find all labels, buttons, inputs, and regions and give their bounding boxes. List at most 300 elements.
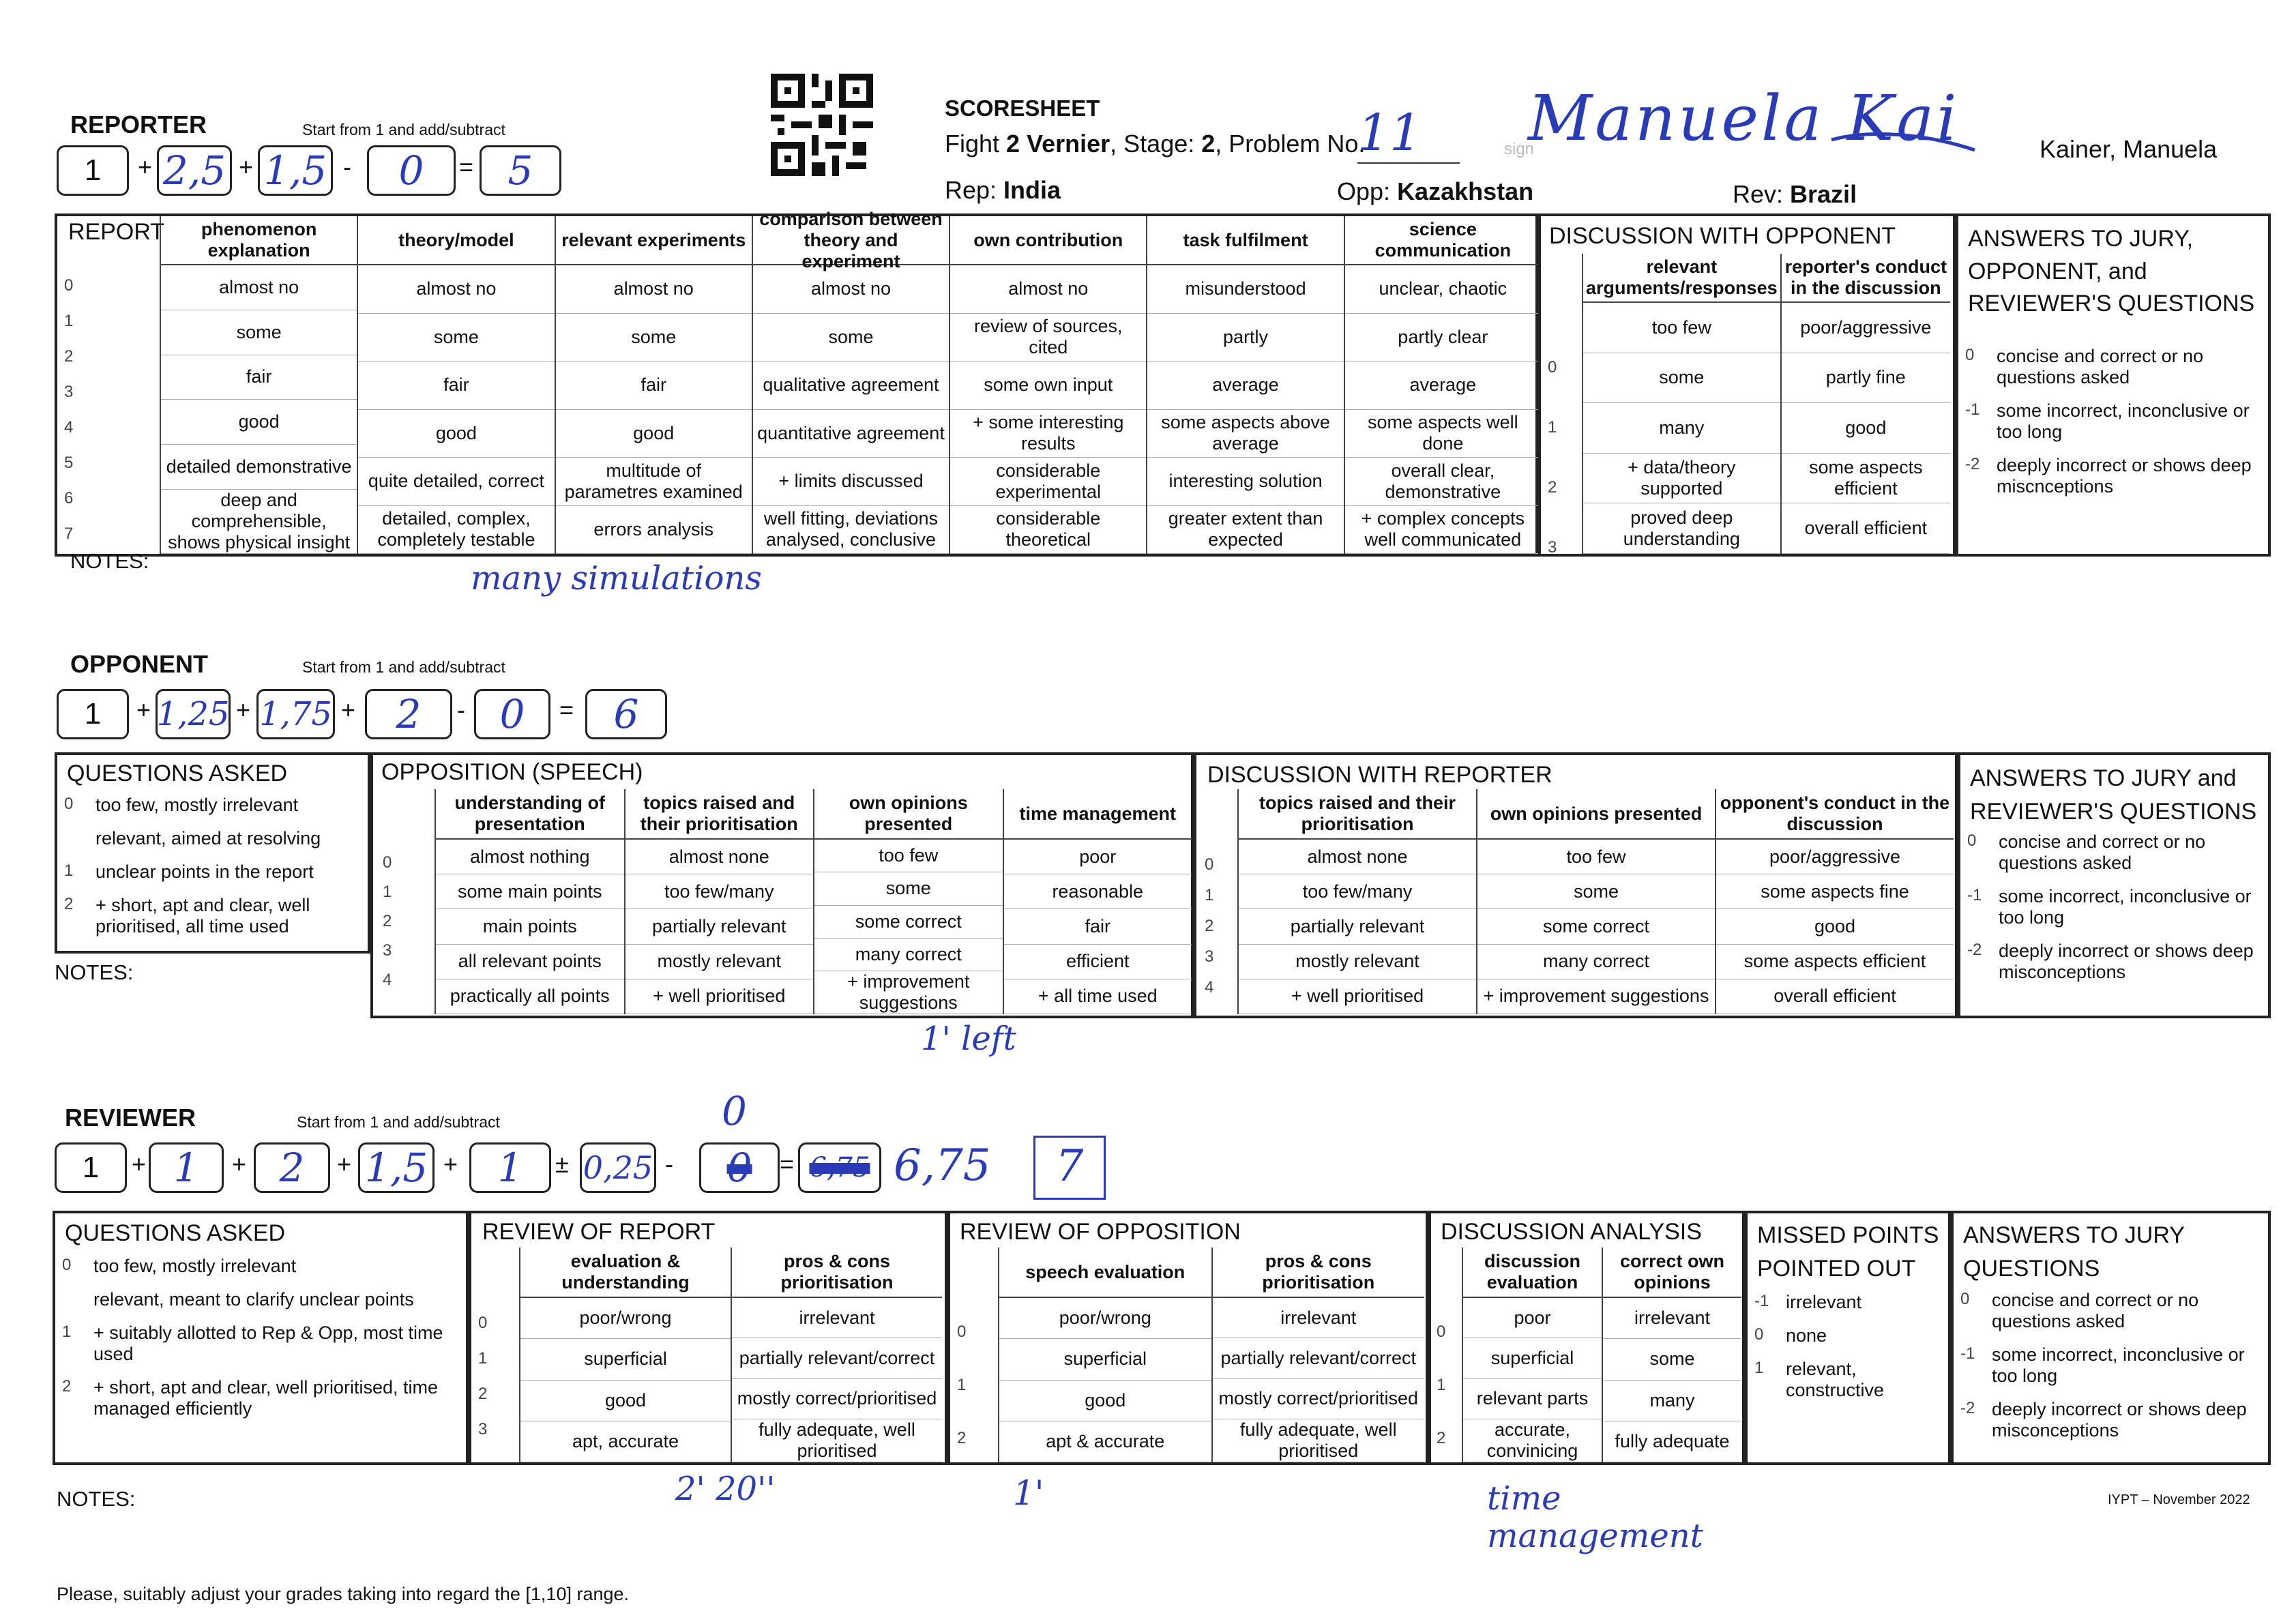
- opposition-columns: [435, 789, 1192, 1014]
- equals-sign: =: [459, 153, 474, 181]
- grid-cell: good: [358, 410, 554, 458]
- reporter-notes-handwritten: many simulations: [471, 559, 762, 597]
- score-text: some incorrect, inconclusive or too long: [1999, 886, 2252, 928]
- score-value: 0: [1965, 346, 1975, 364]
- minus-sign: -: [665, 1150, 673, 1178]
- grid-column: [1146, 216, 1343, 554]
- plus-sign: +: [132, 1150, 147, 1178]
- reporter-start-note: Start from 1 and add/subtract: [302, 121, 505, 138]
- grid-cell: mostly relevant: [625, 945, 814, 979]
- score-value: -2: [1967, 941, 1982, 959]
- plus-sign: +: [341, 696, 356, 724]
- grid-cell: some main points: [436, 874, 624, 909]
- score-value: 2: [62, 1377, 72, 1396]
- grid-cell: some: [1603, 1339, 1741, 1380]
- score-value: -1: [1965, 400, 1980, 419]
- grid-cell: some: [161, 310, 357, 355]
- grid-cell: some: [753, 314, 949, 362]
- grid-cell: almost no: [753, 265, 949, 314]
- grid-cell: + limits discussed: [753, 458, 949, 506]
- score-item: [64, 895, 364, 937]
- grid-cell: mostly correct/prioritised: [1213, 1379, 1425, 1419]
- grid-cell: poor/aggressive: [1716, 840, 1954, 874]
- grid-cell: + data/theory supported: [1583, 454, 1780, 504]
- grid-cell: all relevant points: [436, 945, 624, 979]
- reviewer-answers-list: [1960, 1290, 2264, 1453]
- grid-cell: + some interesting results: [950, 410, 1146, 458]
- reporter-grade-c[interactable]: 0: [367, 145, 456, 196]
- plus-sign: +: [236, 696, 251, 724]
- reviewer-grade-d[interactable]: 1: [469, 1142, 551, 1193]
- rev-team: Rev: Brazil: [1733, 180, 1857, 208]
- grid-cell: quite detailed, correct: [358, 458, 554, 506]
- edition-note: IYPT – November 2022: [2108, 1492, 2250, 1507]
- grid-cell: + all time used: [1004, 979, 1192, 1014]
- review-report-panel: [469, 1211, 947, 1465]
- missed-points-list: [1754, 1292, 1949, 1413]
- opposition-scale: 0 1 2 3 4: [383, 853, 392, 989]
- grid-column: [949, 216, 1146, 554]
- score-text: concise and correct or no questions asked: [1992, 1290, 2199, 1331]
- reporter-grade-a[interactable]: 2,5: [157, 145, 232, 196]
- opponent-result[interactable]: 6: [585, 689, 667, 739]
- score-text: deeply incorrect or shows deep misconceptions: [1999, 941, 2254, 982]
- opponent-title: OPPONENT: [70, 650, 209, 678]
- grid-cell: well fitting, deviations analysed, conclusive: [753, 506, 949, 555]
- grid-cell: reasonable: [1004, 874, 1192, 909]
- score-text: some incorrect, inconclusive or too long: [1992, 1344, 2245, 1386]
- grid-cell: + well prioritised: [1239, 979, 1476, 1014]
- grid-cell: misunderstood: [1147, 265, 1343, 314]
- grid-cell: fair: [1004, 909, 1192, 944]
- grid-cell: good: [999, 1381, 1211, 1421]
- grid-cell: superficial: [999, 1339, 1211, 1380]
- opp-team: Opp: Kazakhstan: [1337, 177, 1534, 205]
- equals-sign: =: [780, 1150, 795, 1178]
- review-opposition-title: REVIEW OF OPPOSITION: [960, 1219, 1241, 1245]
- opponent-answers-title: ANSWERS TO JURY and REVIEWER'S QUESTIONS: [1970, 765, 2257, 825]
- column-header: topics raised and their prioritisation: [625, 789, 814, 840]
- fight-name: 2 Vernier: [1006, 130, 1110, 158]
- reviewer-final-grade[interactable]: 7: [1033, 1136, 1106, 1200]
- grid-cell: fair: [556, 361, 752, 410]
- grid-column: [813, 789, 1003, 1014]
- grid-cell: multitude of parametres examined: [556, 458, 752, 506]
- grid-cell: almost none: [625, 840, 814, 874]
- reviewer-grade-f[interactable]: 0: [699, 1142, 780, 1193]
- score-text: deeply incorrect or shows deep miscnceptions: [1997, 455, 2252, 497]
- opponent-notes-label: NOTES:: [55, 960, 134, 984]
- score-value: -1: [1960, 1344, 1975, 1363]
- missed-points-title: MISSED POINTS POINTED OUT: [1757, 1222, 1939, 1282]
- column-header: phenomenon explanation: [161, 216, 357, 265]
- grid-cell: good: [1716, 909, 1954, 944]
- score-value: -2: [1960, 1399, 1975, 1417]
- column-header: topics raised and their prioritisation: [1239, 789, 1476, 840]
- score-item: [1960, 1290, 2264, 1332]
- reviewer-questions-panel: [53, 1211, 469, 1465]
- reviewer-grade-e[interactable]: 0,25: [580, 1142, 656, 1193]
- score-text: too few, mostly irrelevant: [95, 795, 299, 815]
- equals-sign: =: [559, 696, 574, 724]
- fight-line: Fight 2 Vernier, Stage: 2, Problem No.: [945, 130, 1366, 158]
- grid-cell: good: [1782, 403, 1950, 454]
- minus-sign: -: [343, 153, 351, 181]
- grid-cell: partly clear: [1345, 314, 1541, 362]
- opponent-answers-list: [1967, 831, 2267, 995]
- grid-cell: poor/wrong: [520, 1298, 731, 1339]
- grid-cell: some: [1477, 874, 1715, 909]
- score-item: [1967, 941, 2267, 983]
- opponent-discussion-scale: 0 1 2 3 4: [1205, 855, 1214, 996]
- score-text: none: [1786, 1325, 1827, 1346]
- report-grid: [55, 208, 1538, 557]
- grid-cell: + improvement suggestions: [1477, 979, 1715, 1014]
- sign-label: sign: [1504, 140, 1535, 158]
- score-text: concise and correct or no questions asked: [1999, 831, 2206, 873]
- grid-cell: irrelevant: [1603, 1298, 1741, 1339]
- grid-column: [1211, 1247, 1425, 1462]
- score-item: [1754, 1359, 1949, 1401]
- score-item: [1960, 1399, 2264, 1441]
- reporter-discussion-title: DISCUSSION WITH OPPONENT: [1549, 223, 1896, 249]
- column-header: relevant arguments/responses: [1583, 254, 1780, 303]
- score-text: relevant, aimed at resolving: [95, 828, 321, 848]
- grid-cell: quantitative agreement: [753, 410, 949, 458]
- grid-cell: average: [1345, 361, 1541, 410]
- column-header: understanding of presentation: [436, 789, 624, 840]
- grid-cell: mostly correct/prioritised: [732, 1379, 942, 1419]
- score-value: 1: [64, 861, 74, 880]
- score-value: 1: [62, 1323, 72, 1341]
- score-item: [64, 795, 364, 816]
- grid-column: [1237, 789, 1476, 1014]
- qr-code: [771, 74, 873, 176]
- review-report-columns: [519, 1247, 942, 1462]
- score-value: -1: [1754, 1292, 1769, 1310]
- score-item: [1967, 831, 2267, 874]
- grid-cell: superficial: [520, 1339, 731, 1380]
- reporter-discussion-scale: 0 1 2 3: [1548, 358, 1557, 557]
- grid-cell: partly: [1147, 314, 1343, 362]
- score-value: -2: [1965, 455, 1980, 473]
- score-item: [1754, 1292, 1949, 1313]
- report-scale: 0 1 2 3 4 5 6 7: [64, 276, 74, 543]
- opponent-discussion-columns: [1237, 789, 1954, 1014]
- grid-cell: fair: [358, 361, 554, 410]
- score-text: + short, apt and clear, well prioritised, all time used: [95, 895, 310, 936]
- plus-sign: +: [443, 1150, 458, 1178]
- score-text: concise and correct or no questions asked: [1997, 346, 2204, 387]
- grid-cell: good: [161, 400, 357, 445]
- grid-cell: some aspects efficient: [1782, 454, 1950, 504]
- report-columns: [160, 208, 1541, 554]
- grid-column: [1003, 789, 1192, 1014]
- grid-cell: + improvement suggestions: [814, 971, 1003, 1014]
- discussion-analysis-columns: [1462, 1247, 1741, 1462]
- opponent-base-box: 1: [57, 689, 129, 739]
- grid-cell: average: [1147, 361, 1343, 410]
- score-value: 2: [64, 895, 74, 913]
- grid-cell: almost nothing: [436, 840, 624, 874]
- grid-cell: too few/many: [1239, 874, 1476, 909]
- score-item: [1960, 1344, 2264, 1387]
- score-value: 0: [1967, 831, 1977, 850]
- discussion-analysis-title: DISCUSSION ANALYSIS: [1441, 1219, 1702, 1245]
- column-header: correct own opinions: [1603, 1247, 1741, 1298]
- plus-sign: +: [138, 153, 153, 181]
- column-header: science communication: [1345, 216, 1541, 265]
- column-header: task fulfilment: [1147, 216, 1343, 265]
- grid-cell: efficient: [1004, 945, 1192, 979]
- grid-cell: superficial: [1463, 1338, 1602, 1378]
- plus-sign: +: [337, 1150, 352, 1178]
- score-text: + suitably allotted to Rep & Opp, most time used: [93, 1323, 443, 1364]
- grid-column: [752, 208, 949, 554]
- column-header: evaluation & understanding: [520, 1247, 731, 1298]
- reporter-base-box: 1: [57, 145, 129, 196]
- grid-cell: errors analysis: [556, 506, 752, 555]
- grid-cell: some aspects fine: [1716, 874, 1954, 909]
- grid-cell: considerable experimental: [950, 458, 1146, 506]
- grid-cell: some: [814, 872, 1003, 905]
- score-item: [1967, 886, 2267, 928]
- column-header: discussion evaluation: [1463, 1247, 1602, 1298]
- opponent-questions-panel: [55, 752, 370, 954]
- stage-number: 2: [1201, 130, 1216, 158]
- opponent-discussion-title: DISCUSSION WITH REPORTER: [1207, 762, 1552, 788]
- grid-cell: some aspects well done: [1345, 410, 1541, 458]
- score-value: 0: [64, 795, 74, 813]
- reviewer-grade-c[interactable]: 1,5: [358, 1142, 435, 1193]
- score-item: [62, 1256, 465, 1277]
- grid-cell: irrelevant: [1213, 1298, 1425, 1338]
- grid-cell: accurate, convinicing: [1463, 1419, 1602, 1462]
- grid-cell: almost no: [358, 265, 554, 314]
- problem-number-field[interactable]: 11: [1357, 104, 1460, 164]
- grid-cell: some aspects above average: [1147, 410, 1343, 458]
- grid-cell: interesting solution: [1147, 458, 1343, 506]
- column-header: pros & cons prioritisation: [1213, 1247, 1425, 1298]
- grid-column: [1602, 1247, 1741, 1462]
- review-opposition-scale: 0 1 2: [957, 1323, 967, 1447]
- grid-cell: unclear, chaotic: [1345, 265, 1541, 314]
- grid-cell: some own input: [950, 361, 1146, 410]
- grid-column: [731, 1247, 942, 1462]
- grid-cell: practically all points: [436, 979, 624, 1014]
- grid-column: [1715, 789, 1954, 1014]
- grid-cell: fully adequate, well prioritised: [732, 1419, 942, 1462]
- grid-cell: fully adequate: [1603, 1421, 1741, 1462]
- score-text: deeply incorrect or shows deep misconceptions: [1992, 1399, 2247, 1441]
- grid-cell: main points: [436, 909, 624, 944]
- discussion-analysis-panel: [1428, 1211, 1745, 1465]
- grid-column: [1582, 254, 1780, 554]
- grid-column: [1780, 254, 1950, 554]
- opposition-title: OPPOSITION (SPEECH): [381, 759, 643, 785]
- grid-cell: review of sources, cited: [950, 314, 1146, 362]
- reviewer-grade-a[interactable]: 1: [149, 1142, 224, 1193]
- column-header: reporter's conduct in the discussion: [1782, 254, 1950, 303]
- score-text: unclear points in the report: [95, 861, 314, 882]
- grid-cell: overall efficient: [1716, 979, 1954, 1014]
- reviewer-questions-title: QUESTIONS ASKED: [65, 1220, 286, 1246]
- grid-column: [998, 1247, 1211, 1462]
- reporter-answers-panel: [1956, 213, 2271, 557]
- score-value: 1: [1754, 1359, 1764, 1377]
- grid-cell: + well prioritised: [625, 979, 814, 1014]
- reviewer-note-time-2: 1': [1013, 1473, 1044, 1513]
- grid-column: [1462, 1247, 1602, 1462]
- signature-stroke: [1828, 123, 1978, 157]
- grid-cell: proved deep understanding: [1583, 503, 1780, 554]
- score-value: 0: [1960, 1290, 1970, 1308]
- reviewer-base-box: 1: [55, 1142, 127, 1193]
- grid-cell: too few: [814, 840, 1003, 872]
- grid-cell: many: [1603, 1381, 1741, 1421]
- score-value: 0: [1754, 1325, 1764, 1344]
- grid-cell: considerable theoretical: [950, 506, 1146, 555]
- score-item: [1965, 400, 2265, 443]
- grid-cell: poor: [1463, 1298, 1602, 1338]
- score-text: + short, apt and clear, well prioritised, time managed efficiently: [93, 1377, 438, 1419]
- score-item: [1965, 455, 2265, 497]
- score-value: 0: [62, 1256, 72, 1274]
- reporter-result[interactable]: 5: [480, 145, 561, 196]
- grid-cell: fully adequate, well prioritised: [1213, 1419, 1425, 1462]
- grid-cell: apt, accurate: [520, 1421, 731, 1462]
- column-header: time management: [1004, 789, 1192, 840]
- review-opposition-columns: [998, 1247, 1424, 1462]
- reporter-discussion-columns: [1582, 254, 1950, 554]
- column-header: speech evaluation: [999, 1247, 1211, 1298]
- grid-cell: deep and comprehensible, shows physical insight: [161, 490, 357, 554]
- grid-cell: many correct: [814, 939, 1003, 971]
- reviewer-answers-title: ANSWERS TO JURY QUESTIONS: [1963, 1222, 2185, 1282]
- reporter-answers-list: [1965, 346, 2265, 510]
- range-note: Please, suitably adjust your grades taking into regard the [1,10] range.: [57, 1584, 630, 1604]
- column-header: own contribution: [950, 216, 1146, 265]
- reporter-notes-label: NOTES:: [70, 549, 149, 573]
- grid-cell: almost no: [556, 265, 752, 314]
- grid-cell: too few: [1477, 840, 1715, 874]
- column-header: relevant experiments: [556, 216, 752, 265]
- plus-sign: +: [136, 696, 151, 724]
- grid-cell: many correct: [1477, 945, 1715, 979]
- score-item: [62, 1377, 465, 1419]
- score-text: irrelevant: [1786, 1292, 1862, 1312]
- reporter-grade-b[interactable]: 1,5: [258, 145, 333, 196]
- reviewer-grade-f-above: 0: [722, 1088, 747, 1134]
- grid-cell: detailed demonstrative: [161, 445, 357, 490]
- grid-cell: some aspects efficient: [1716, 945, 1954, 979]
- score-item: [1965, 346, 2265, 388]
- grid-cell: partially relevant/correct: [732, 1338, 942, 1378]
- column-header: comparison between theory and experiment: [753, 216, 949, 265]
- grid-cell: mostly relevant: [1239, 945, 1476, 979]
- grid-cell: some: [358, 314, 554, 362]
- grid-cell: partly fine: [1782, 353, 1950, 404]
- grid-column: [519, 1247, 731, 1462]
- review-report-title: REVIEW OF REPORT: [482, 1219, 716, 1245]
- score-text: relevant, meant to clarify unclear points: [93, 1289, 414, 1310]
- plus-sign: +: [232, 1150, 247, 1178]
- opponent-discussion-panel: [1194, 752, 1958, 1018]
- grid-cell: almost no: [161, 265, 357, 310]
- grid-cell: some correct: [814, 906, 1003, 939]
- reporter-answers-title: ANSWERS TO JURY, OPPONENT, and REVIEWER'S QUESTIONS: [1968, 226, 2255, 317]
- review-report-scale: 0 1 2 3: [478, 1314, 488, 1438]
- reviewer-result-handwritten: 6,75: [894, 1140, 991, 1191]
- grid-cell: some: [556, 314, 752, 362]
- opponent-grade-b[interactable]: 1,75: [256, 689, 335, 739]
- grid-column: [160, 216, 357, 554]
- grid-cell: too few/many: [625, 874, 814, 909]
- score-value: -1: [1967, 886, 1982, 904]
- grid-column: [1344, 216, 1541, 554]
- grid-cell: almost no: [950, 265, 1146, 314]
- reporter-discussion-panel: [1538, 213, 1956, 557]
- grid-cell: relevant parts: [1463, 1379, 1602, 1419]
- reviewer-note-time-1: 2' 20'': [675, 1470, 776, 1508]
- grid-cell: + complex concepts well communicated: [1345, 506, 1541, 555]
- grid-cell: qualitative agreement: [753, 361, 949, 410]
- opponent-grade-c[interactable]: 2: [365, 689, 452, 739]
- grid-cell: overall efficient: [1782, 503, 1950, 554]
- opponent-answers-panel: [1958, 752, 2271, 1018]
- opponent-grade-a[interactable]: 1,25: [156, 689, 231, 739]
- minus-sign: -: [457, 696, 465, 724]
- grid-cell: good: [556, 410, 752, 458]
- opponent-start-note: Start from 1 and add/subtract: [302, 658, 505, 676]
- grid-cell: poor/wrong: [999, 1298, 1211, 1339]
- score-item: [62, 1289, 465, 1310]
- discussion-analysis-scale: 0 1 2: [1437, 1323, 1446, 1447]
- plus-sign: +: [239, 153, 254, 181]
- reviewer-grade-b[interactable]: 2: [254, 1142, 330, 1193]
- reporter-title: REPORTER: [70, 110, 207, 138]
- opponent-grade-d[interactable]: 0: [474, 689, 550, 739]
- grid-column: [555, 216, 752, 554]
- score-item: [64, 828, 364, 849]
- grid-cell: detailed, complex, completely testable: [358, 506, 554, 555]
- score-item: [64, 861, 364, 883]
- scoresheet-title: SCORESHEET: [945, 95, 1100, 121]
- grid-column: [1476, 789, 1715, 1014]
- score-item: [1754, 1325, 1949, 1346]
- juror-name: Kainer, Manuela: [2040, 135, 2218, 163]
- score-item: [62, 1323, 465, 1365]
- reviewer-notes-label: NOTES:: [57, 1487, 136, 1511]
- report-label: REPORT: [68, 219, 165, 245]
- juror-signature: Manuela Kai: [1528, 82, 1960, 155]
- reviewer-result[interactable]: 6,75: [798, 1142, 881, 1193]
- grid-cell: apt & accurate: [999, 1421, 1211, 1462]
- grid-cell: fair: [161, 355, 357, 400]
- grid-cell: overall clear, demonstrative: [1345, 458, 1541, 506]
- reviewer-start-note: Start from 1 and add/subtract: [297, 1113, 500, 1131]
- grid-cell: some: [1583, 353, 1780, 404]
- plus-minus-sign: ±: [555, 1150, 569, 1178]
- grid-cell: some correct: [1477, 909, 1715, 944]
- opponent-questions-list: [64, 795, 364, 949]
- grid-cell: many: [1583, 403, 1780, 454]
- score-text: some incorrect, inconclusive or too long: [1997, 400, 2250, 442]
- grid-cell: good: [520, 1381, 731, 1421]
- grid-column: [357, 216, 554, 554]
- grid-cell: poor/aggressive: [1782, 303, 1950, 353]
- column-header: theory/model: [358, 216, 554, 265]
